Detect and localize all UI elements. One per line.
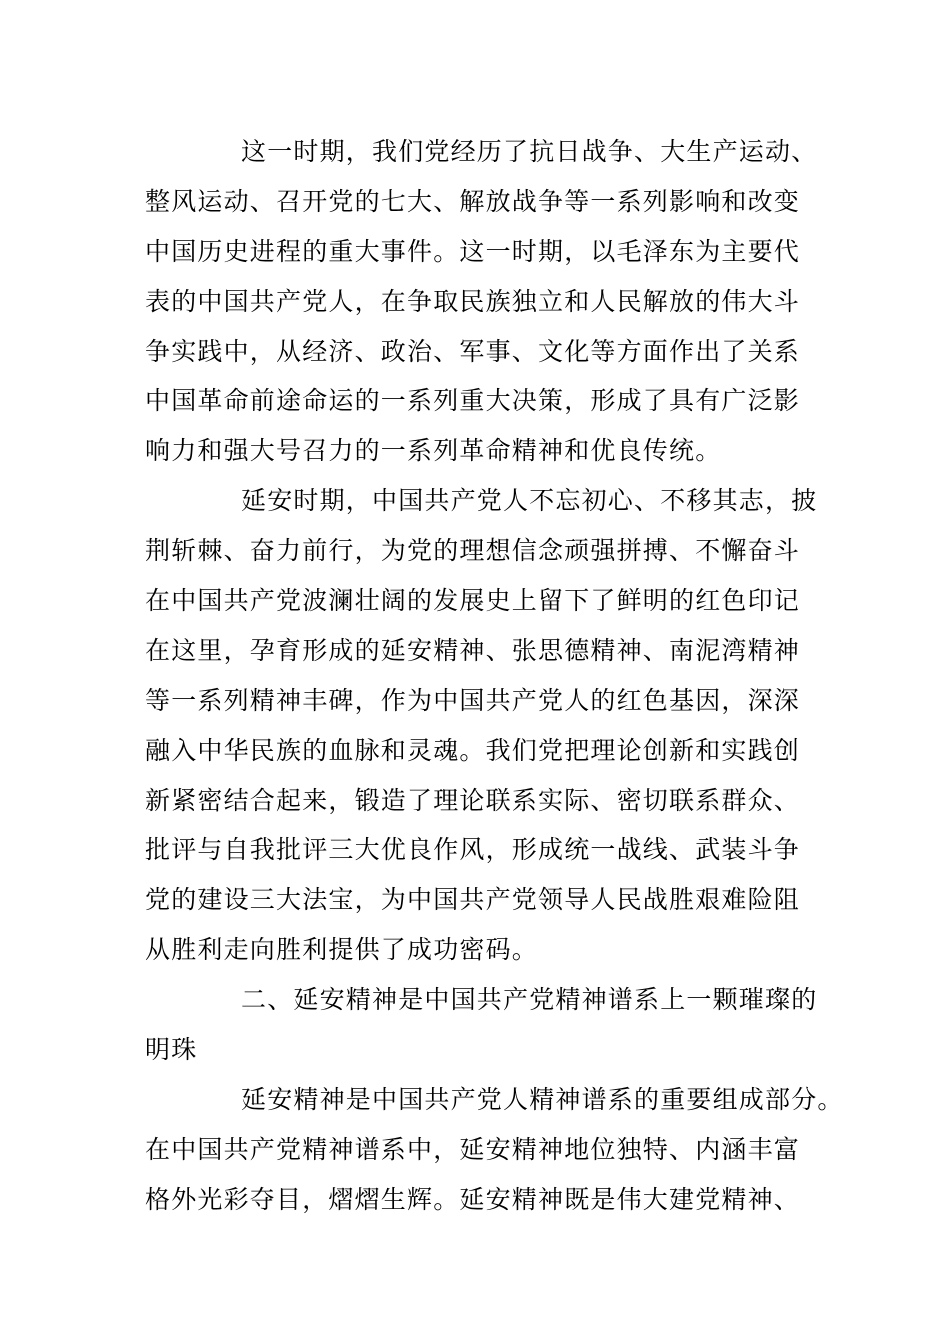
- text-line: 格外光彩夺目，熠熠生辉。延安精神既是伟大建党精神、: [145, 1184, 801, 1214]
- text-line: 批评与自我批评三大优良作风，形成统一战线、武装斗争: [145, 835, 801, 865]
- text-line: 融入中华民族的血脉和灵魂。我们党把理论创新和实践创: [145, 735, 801, 765]
- text-line: 整风运动、召开党的七大、解放战争等一系列影响和改变: [145, 186, 801, 216]
- section-heading-line: 二、延安精神是中国共产党精神谱系上一颗璀璨的: [241, 985, 818, 1015]
- text-line: 从胜利走向胜利提供了成功密码。: [145, 935, 539, 965]
- text-line: 这一时期，我们党经历了抗日战争、大生产运动、: [241, 137, 818, 166]
- text-line: 在中国共产党精神谱系中，延安精神地位独特、内涵丰富: [145, 1134, 801, 1164]
- text-line: 等一系列精神丰碑，作为中国共产党人的红色基因，深深: [145, 685, 801, 715]
- text-line: 表的中国共产党人，在争取民族独立和人民解放的伟大斗: [145, 286, 801, 316]
- text-line: 荆斩棘、奋力前行，为党的理想信念顽强拼搏、不懈奋斗: [145, 536, 801, 566]
- text-line: 延安精神是中国共产党人精神谱系的重要组成部分。: [241, 1084, 844, 1114]
- text-line: 争实践中，从经济、政治、军事、文化等方面作出了关系: [145, 336, 801, 366]
- text-line: 党的建设三大法宝，为中国共产党领导人民战胜艰难险阻: [145, 885, 801, 915]
- body-text: [145, 127, 844, 1225]
- text-line: 新紧密结合起来，锻造了理论联系实际、密切联系群众、: [145, 785, 801, 815]
- text-line: 响力和强大号召力的一系列革命精神和优良传统。: [145, 436, 722, 466]
- text-line: 在中国共产党波澜壮阔的发展史上留下了鲜明的红色印记: [145, 586, 801, 616]
- section-heading-line: 明珠: [145, 1035, 198, 1065]
- text-line: 延安时期，中国共产党人不忘初心、不移其志，披: [241, 486, 818, 516]
- text-line: 在这里，孕育形成的延安精神、张思德精神、南泥湾精神: [145, 635, 801, 665]
- text-line: 中国历史进程的重大事件。这一时期，以毛泽东为主要代: [145, 236, 801, 266]
- text-line: 中国革命前途命运的一系列重大决策，形成了具有广泛影: [145, 386, 801, 416]
